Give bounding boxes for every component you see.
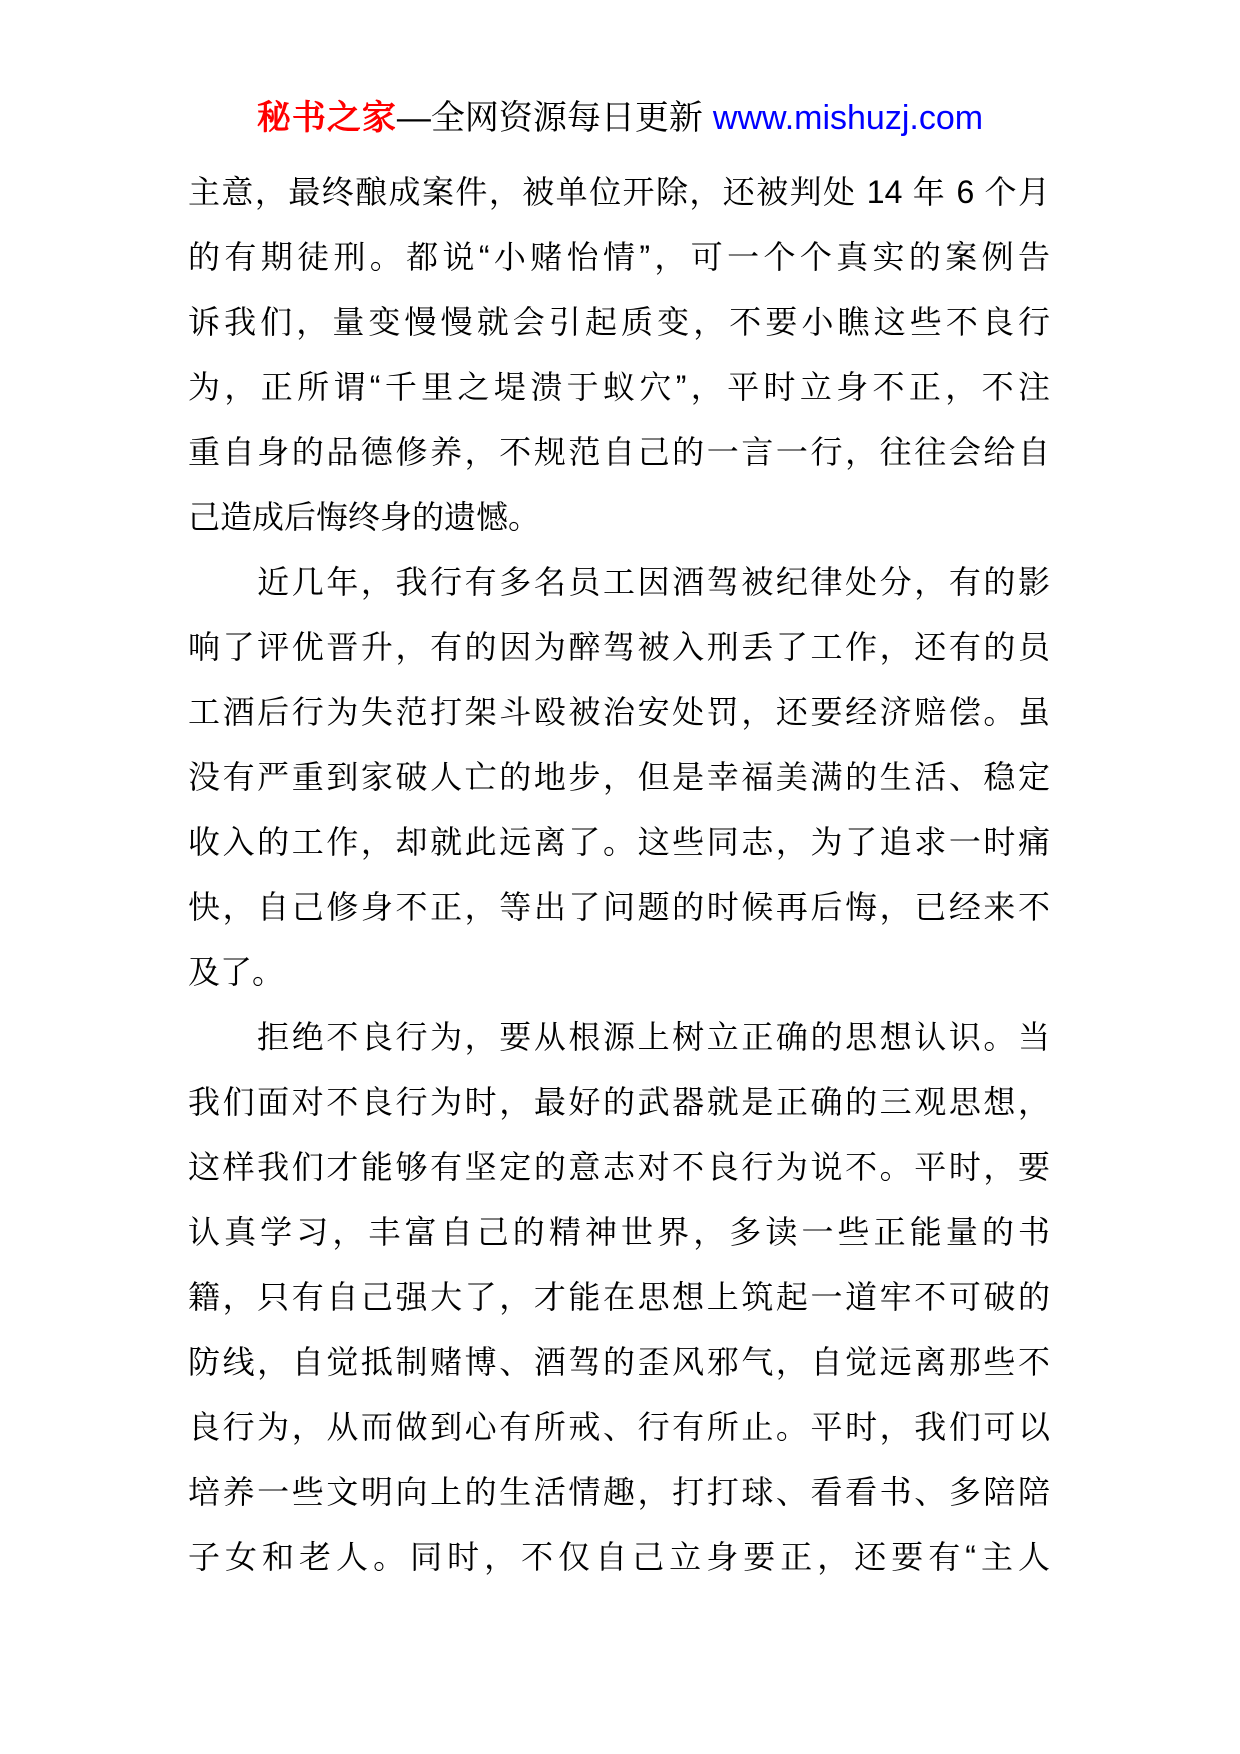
paragraph xyxy=(188,160,1050,550)
document-body xyxy=(188,160,1050,1590)
text-line: 这样我们才能够有坚定的意志对不良行为说不。平时，要 xyxy=(188,1149,1050,1185)
text-line: 籍，只有自己强大了，才能在思想上筑起一道牢不可破的 xyxy=(188,1279,1050,1315)
text-line: 主意，最终酿成案件，被单位开除，还被判处 14 年 6 个月 xyxy=(188,174,1050,210)
header-url-link[interactable]: www.mishuzj.com xyxy=(712,99,984,137)
text-line: 近几年，我行有多名员工因酒驾被纪律处分，有的影 xyxy=(188,564,1050,600)
text-line: 认真学习，丰富自己的精神世界，多读一些正能量的书 xyxy=(188,1214,1050,1250)
text-line: 拒绝不良行为，要从根源上树立正确的思想认识。当 xyxy=(188,1019,1050,1055)
text-line: 及了。 xyxy=(188,954,285,990)
text-line: 培养一些文明向上的生活情趣，打打球、看看书、多陪陪 xyxy=(188,1474,1050,1510)
text-line: 工酒后行为失范打架斗殴被治安处罚，还要经济赔偿。虽 xyxy=(188,694,1050,730)
text-line: 响了评优晋升，有的因为醉驾被入刑丢了工作，还有的员 xyxy=(188,629,1050,665)
site-name: 秘书之家 xyxy=(256,99,397,137)
text-line: 诉我们，量变慢慢就会引起质变，不要小瞧这些不良行 xyxy=(188,304,1050,340)
text-line: 收入的工作，却就此远离了。这些同志，为了追求一时痛 xyxy=(188,824,1050,860)
paragraph xyxy=(188,1005,1050,1590)
header-tagline: 全网资源每日更新 xyxy=(430,99,703,137)
text-line: 没有严重到家破人亡的地步，但是幸福美满的生活、稳定 xyxy=(188,759,1050,795)
text-line: 己造成后悔终身的遗憾。 xyxy=(188,499,541,535)
text-line: 良行为，从而做到心有所戒、行有所止。平时，我们可以 xyxy=(188,1409,1050,1445)
text-line: 子女和老人。同时，不仅自己立身要正，还要有“主人 xyxy=(188,1539,1050,1575)
header-separator: — xyxy=(396,99,431,137)
text-line: 快，自己修身不正，等出了问题的时候再后悔，已经来不 xyxy=(188,889,1050,925)
text-line: 我们面对不良行为时，最好的武器就是正确的三观思想， xyxy=(188,1084,1050,1120)
paragraph xyxy=(188,550,1050,1005)
text-line: 防线，自觉抵制赌博、酒驾的歪风邪气，自觉远离那些不 xyxy=(188,1344,1050,1380)
text-line: 为，正所谓“千里之堤溃于蚁穴”，平时立身不正，不注 xyxy=(188,369,1050,405)
text-line: 的有期徒刑。都说“小赌怡情”，可一个个真实的案例告 xyxy=(188,239,1050,275)
page-header xyxy=(0,96,1240,140)
text-line: 重自身的品德修养，不规范自己的一言一行，往往会给自 xyxy=(188,434,1050,470)
